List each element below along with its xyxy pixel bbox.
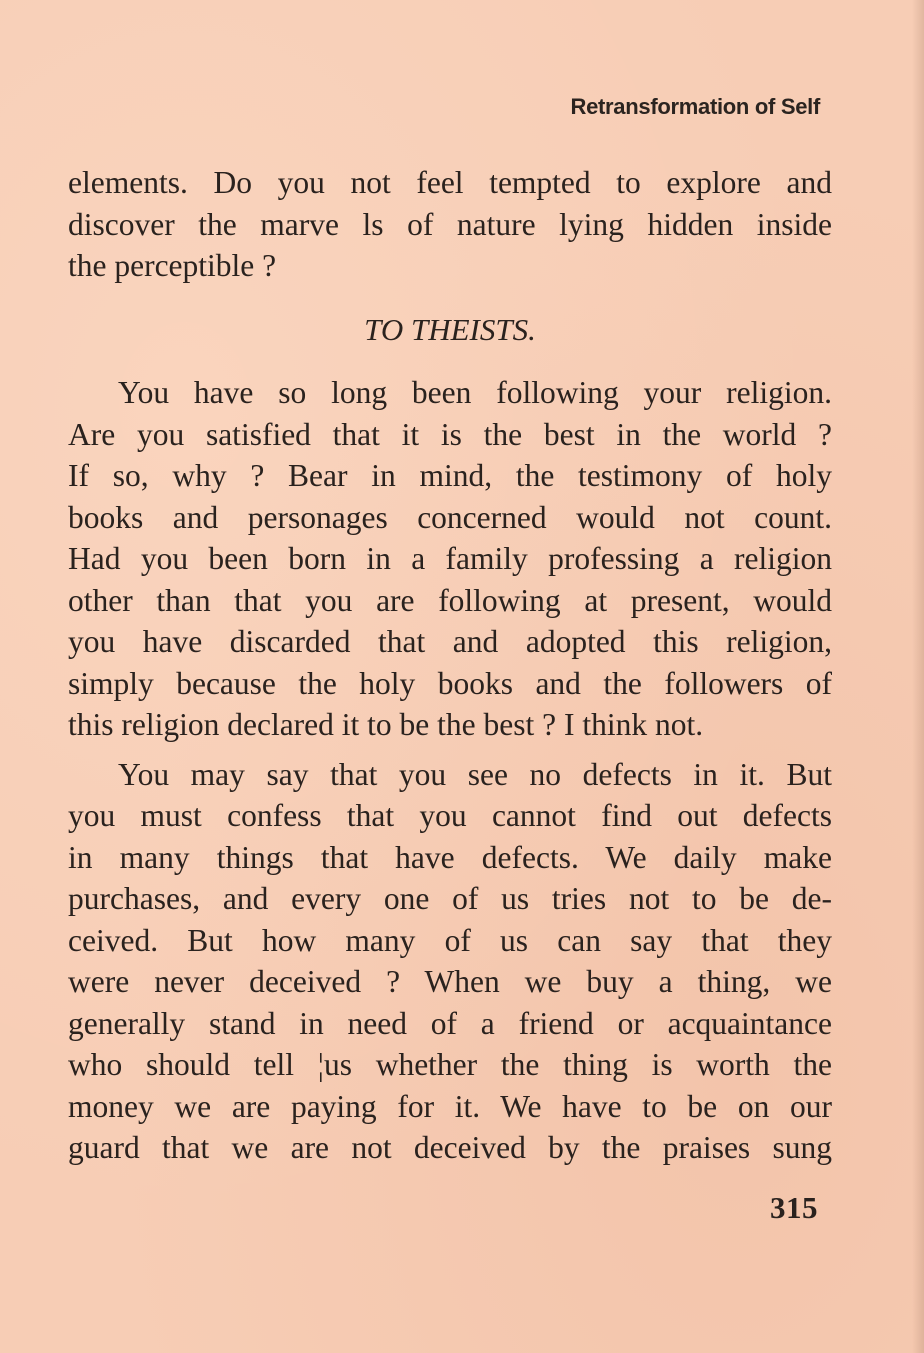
text-line: elements. Do you not feel tempted to explore and — [68, 165, 832, 200]
text-line: You have so long been following your religion. — [118, 375, 832, 410]
section-heading: TO THEISTS. — [364, 311, 536, 347]
text-line: If so, why ? Bear in mind, the testimony of holy — [68, 458, 832, 493]
text-line: guard that we are not deceived by the praises sung — [68, 1130, 832, 1165]
text-line: simply because the holy books and the followers of — [68, 665, 832, 701]
body-text — [68, 162, 832, 1169]
text-line: you must confess that you cannot find out defects — [68, 798, 832, 833]
text-line: you have discarded that and adopted this religion, — [68, 624, 832, 659]
text-line: purchases, and every one of us tries not to be de- — [68, 881, 832, 916]
text-line: were never deceived ? When we buy a thing, we — [68, 964, 832, 999]
paragraph-2 — [68, 372, 832, 746]
text-line: the perceptible ? — [68, 248, 277, 283]
paragraph-1 — [68, 162, 832, 287]
text-line: money we are paying for it. We have to be on our — [68, 1088, 832, 1124]
page-number: 315 — [770, 1190, 818, 1225]
text-line: Had you been born in a family professing a religion — [68, 541, 832, 576]
text-line: Are you satisfied that it is the best in the world ? — [68, 416, 832, 452]
paragraph-gap — [68, 746, 832, 754]
text-line: who should tell ¦us whether the thing is worth the — [68, 1047, 832, 1082]
text-line: ceived. But how many of us can say that they — [68, 922, 832, 958]
running-header: Retransformation of Self — [570, 94, 820, 119]
text-line: other than that you are following at present, would — [68, 582, 832, 618]
text-line: in many things that have defects. We daily make — [68, 839, 832, 875]
page-edge-shadow — [912, 0, 924, 1353]
text-line: You may say that you see no defects in it. But — [118, 756, 832, 792]
paragraph-3 — [68, 754, 832, 1169]
text-line: this religion declared it to be the best ? I think not. — [68, 707, 704, 742]
text-line: discover the marve ls of nature lying hidden inside — [68, 206, 832, 242]
text-line: books and personages concerned would not count. — [68, 499, 832, 535]
text-line: generally stand in need of a friend or acquaintance — [68, 1005, 832, 1041]
